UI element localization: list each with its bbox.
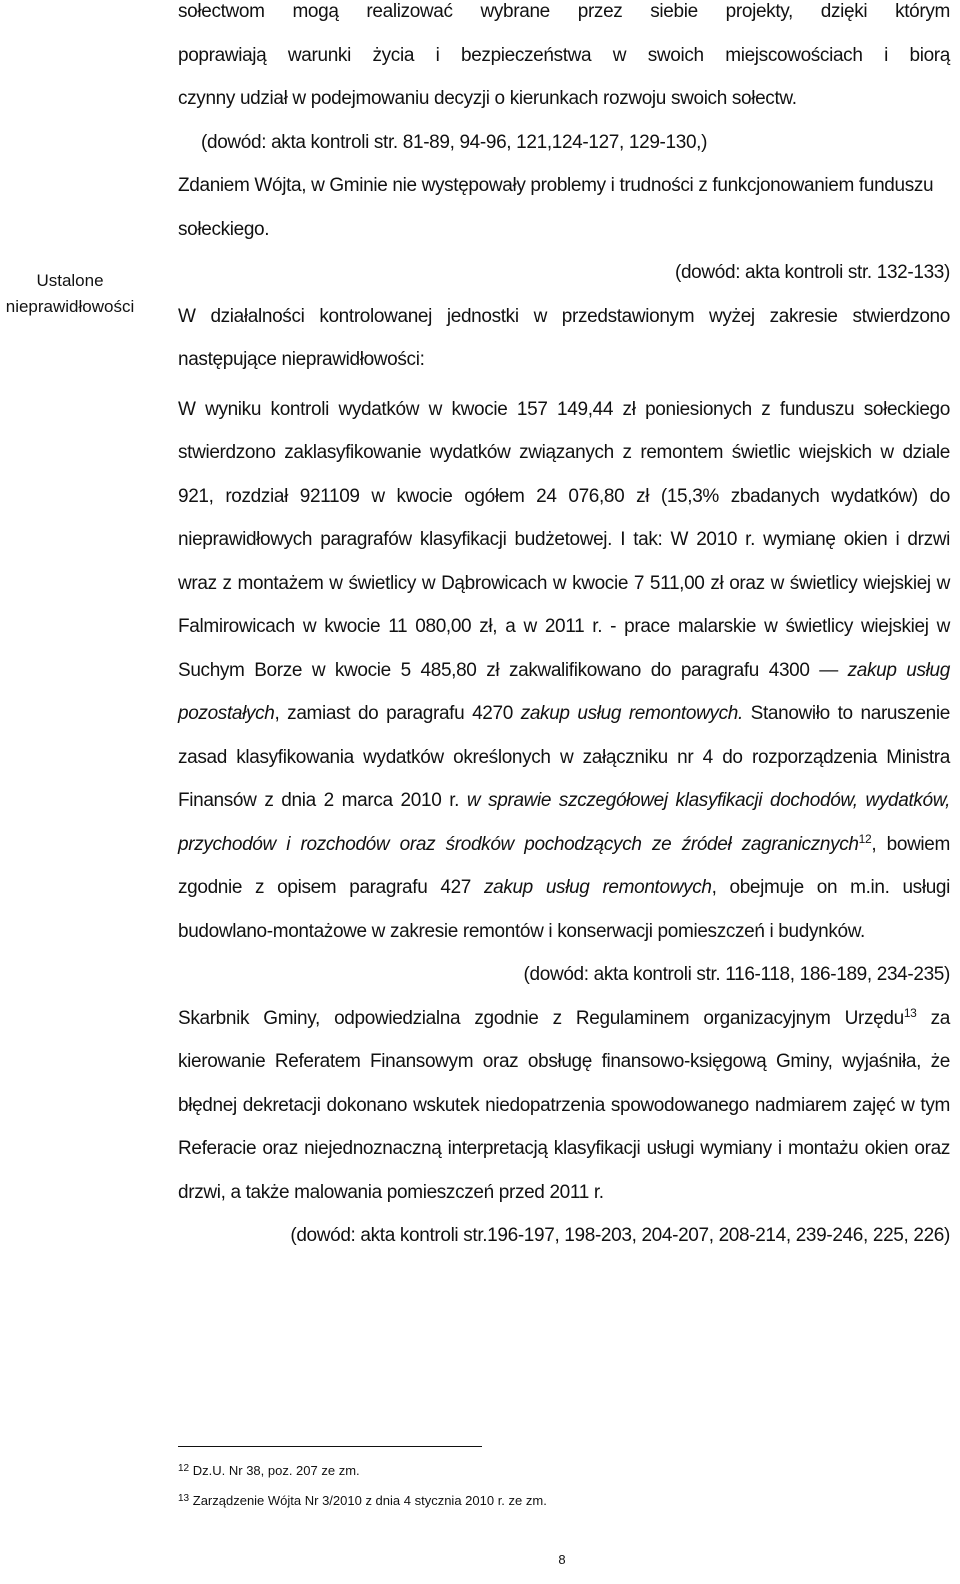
paragraph-line: czynny udział w podejmowaniu decyzji o kierunkach rozwoju swoich sołectw.: [178, 88, 797, 109]
footnote-number: 13: [178, 1493, 190, 1504]
evidence-reference: (dowód: akta kontroli str. 116-118, 186-189, 234-235): [523, 964, 950, 985]
margin-label-line: Ustalone: [36, 271, 104, 290]
margin-label-irregularities: [0, 268, 140, 320]
text-run: Stanowiło to naruszenie zasad klasyfikowania wydatków określonych w załączniku nr 4 do rozporządzenia Ministra Finansów z dnia 2 marca 2010 r.: [178, 703, 950, 811]
footnote-ref[interactable]: 12: [858, 831, 872, 846]
page-number: 8: [558, 1552, 566, 1567]
text-run: W wyniku kontroli wydatków w kwocie 157 149,44 zł poniesionych z funduszu sołeckiego stwierdzono zaklasyfikowanie wydatków związanych z remontem świetlic wiejskich w dziale 921, rozdział 921109 w kwocie ogółem 24 076,80 zł (15,3% zbadanych wydatków) do nieprawidłowych paragrafów klasyfikacji budżetowej. I tak: W 2010 r. wymianę okien i drzwi wraz z montażem w świetlicy w Dąbrowicach w kwocie 7 511,00 zł oraz w świetlicy wiejskiej w Falmirowicach w kwocie 11 080,00 zł, a w 2011 r. - prace malarskie w świetlicy wiejskiej w Suchym Borze w kwocie 5 485,80 zł zakwalifikowano do paragrafu 4300 —: [178, 398, 950, 681]
text-run: , bowiem zgodnie z opisem paragrafu 427: [178, 833, 951, 898]
italic-text: w sprawie szczegółowej klasyfikacji dochodów, wydatków, przychodów i rozchodów oraz środków pochodzących ze źródeł zagranicznych: [178, 790, 950, 855]
text-run: za kierowanie Referatem Finansowym oraz obsługę finansowo-księgową Gminy, wyjaśniła, że błędnej dekretacji dokonano wskutek niedopatrzenia spowodowanego nadmiarem zajęć w tym Referacie oraz niejednoznaczną interpretacją klasyfikacji usługi wymiany i montażu okien oraz drzwi, a także malowania pomieszczeń przed 2011 r.: [178, 1007, 951, 1203]
italic-text: zakup usług pozostałych: [178, 659, 950, 724]
text-run: Skarbnik Gminy, odpowiedzialna zgodnie z Regulaminem organizacyjnym Urzędu: [178, 1007, 904, 1029]
paragraph-line: poprawiają warunki życia i bezpieczeństwa w swoich miejscowościach i biorą: [178, 44, 950, 66]
footnote: [178, 1456, 878, 1486]
footnote-text: Zarządzenie Wójta Nr 3/2010 z dnia 4 stycznia 2010 r. ze zm.: [192, 1493, 547, 1508]
evidence-reference: (dowód: akta kontroli str. 81-89, 94-96, 121,124-127, 129-130,): [201, 131, 708, 153]
italic-text: zakup usług remontowych.: [520, 703, 743, 724]
evidence-reference: (dowód: akta kontroli str.196-197, 198-203, 204-207, 208-214, 239-246, 225, 226): [290, 1225, 950, 1246]
paragraph-line: sołectwom mogą realizować wybrane przez siebie projekty, dzięki którym: [178, 1, 950, 22]
footnote-number: 12: [178, 1463, 190, 1474]
paragraph: [178, 997, 950, 1215]
evidence-reference: (dowód: akta kontroli str. 132-133): [674, 262, 950, 283]
paragraph: [178, 388, 950, 954]
footnote-text: Dz.U. Nr 38, poz. 207 ze zm.: [192, 1463, 360, 1478]
text-run: , obejmuje on m.in. usługi budowlano-montażowe w zakresie remontów i konserwacji pomieszczeń i budynków.: [178, 877, 951, 942]
margin-label-line: nieprawidłowości: [5, 297, 135, 316]
italic-text: zakup usług remontowych: [483, 877, 712, 898]
text-run: , zamiast do paragrafu 4270: [274, 703, 521, 724]
paragraph: Zdaniem Wójta, w Gminie nie występowały problemy i trudności z funkcjonowaniem funduszu sołeckiego.: [178, 175, 934, 240]
footnotes: [178, 1456, 878, 1516]
main-text: [178, 0, 950, 1258]
footnote-ref[interactable]: 13: [903, 1005, 917, 1020]
paragraph: W działalności kontrolowanej jednostki w przedstawionym wyżej zakresie stwierdzono następujące nieprawidłowości:: [178, 305, 950, 370]
footnote: [178, 1486, 878, 1516]
footnote-separator: [178, 1446, 482, 1447]
